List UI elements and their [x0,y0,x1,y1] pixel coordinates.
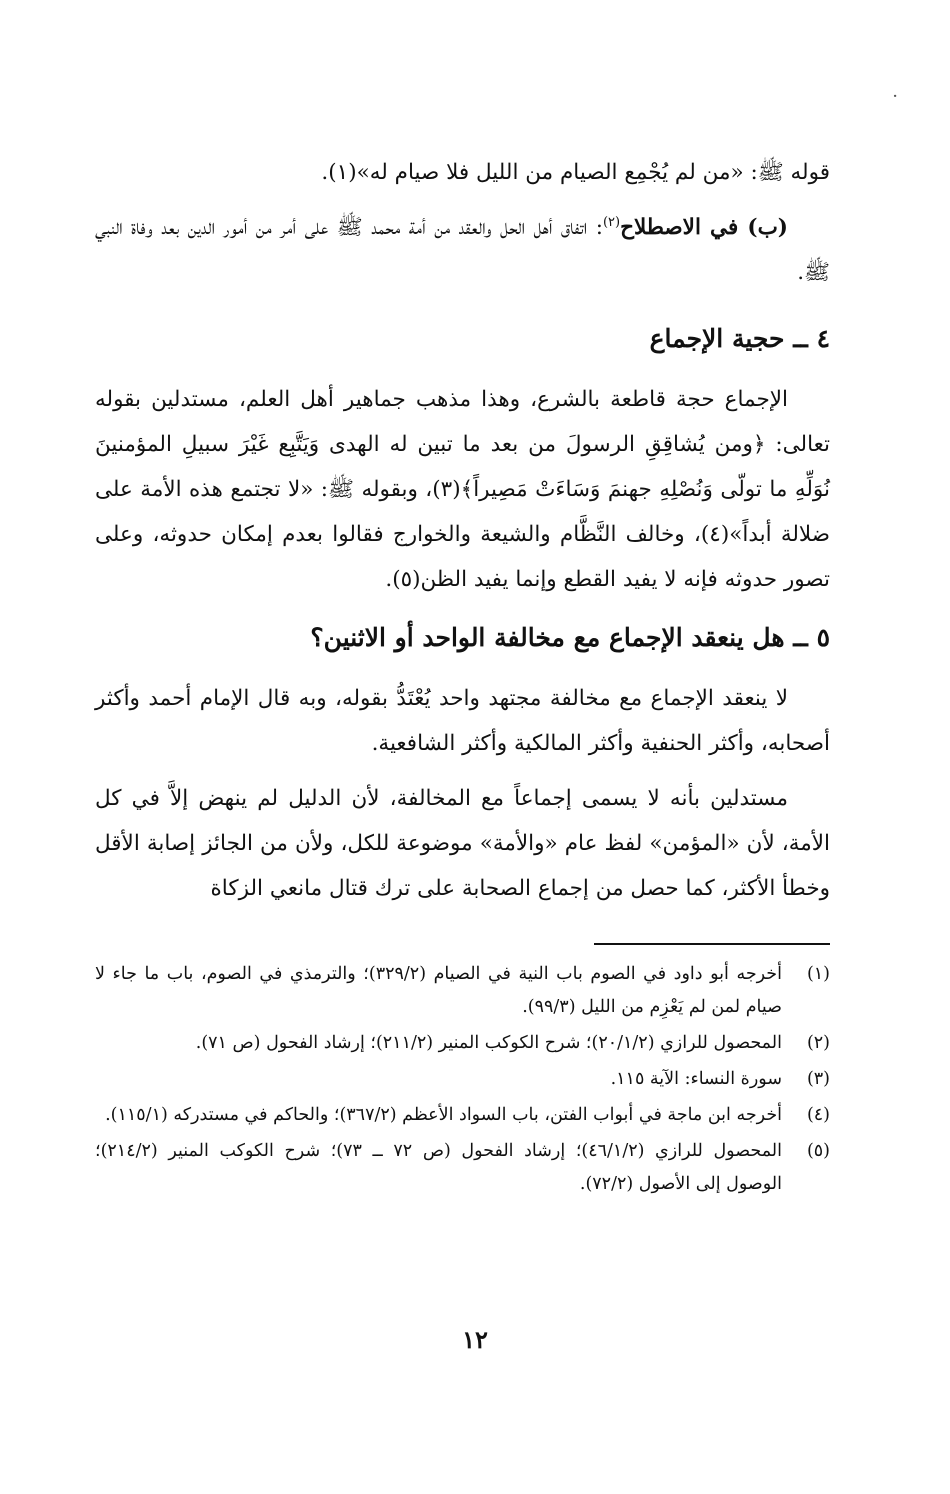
footnote-ref-2: (٢) [602,214,621,230]
section-heading-5: ٥ ــ هل ينعقد الإجماع مع مخالفة الواحد أو الاثنين؟ [310,623,830,652]
footnote [95,958,830,1024]
footnote-number: (٢) [806,1033,830,1053]
definition-text: : اتفاق أهل الحل والعقد من أمة محمد ﷺ على أمر من أمور الدين بعد وفاة النبي ﷺ. [95,215,830,285]
definition-label: (ب) في الاصطلاح [620,215,788,240]
footnote-text: المحصول للرازي (٤٦/١/٢)؛ إرشاد الفحول (ص ٧٢ ــ ٧٣)؛ شرح الكوكب المنير (٢١٤/٢)؛ الوصول إلى الأصول (٧٢/٢). [95,1141,782,1194]
main-text [95,150,830,921]
footnotes [95,958,830,1204]
page-number: ١٢ [462,1325,488,1354]
footnote-number: (٤) [806,1105,830,1125]
footnote [95,1063,830,1096]
footnote-number: (١) [806,964,830,984]
paragraph-dissent: لا ينعقد الإجماع مع مخالفة مجتهد واحد يُعْتَدُّ بقوله، وبه قال الإمام أحمد وأكثر أصحابه، وأكثر الحنفية وأكثر المالكية وأكثر الشافعية. [95,686,830,756]
footnote-number: (٣) [806,1069,830,1089]
paragraph-evidence: مستدلين بأنه لا يسمى إجماعاً مع المخالفة، لأن الدليل لم ينهض إلاَّ في كل الأمة، لأن «المؤمن» لفظ عام «والأمة» موضوعة للكل، ولأن من الجائز إصابة الأقل وخطأ الأكثر، كما حصل من إجماع الصحابة على ترك قتال مانعي الزكاة [95,786,830,901]
footnote-text: أخرجه أبو داود في الصوم باب النية في الصيام (٣٢٩/٢)؛ والترمذي في الصوم، باب ما جاء لا صيام لمن لم يَعْزِم من الليل (٩٩/٣). [95,964,782,1017]
corner-mark: · [892,86,898,107]
paragraph-definition [95,205,830,295]
footnote-text: أخرجه ابن ماجة في أبواب الفتن، باب السواد الأعظم (٣٦٧/٢)؛ والحاكم في مستدركه (١١٥/١). [105,1105,782,1125]
footnote-text: سورة النساء: الآية ١١٥. [610,1069,782,1089]
paragraph-authority: الإجماع حجة قاطعة بالشرع، وهذا مذهب جماهير أهل العلم، مستدلين بقوله تعالى: ﴿ومن يُشاقِقِ الرسولَ من بعد ما تبين له الهدى وَيَتَّبِع غَيْرَ سبيلِ المؤمنينَ نُوَلِّهِ ما تولّى وَنُصْلِهِ جهنمَ وَسَاءَتْ مَصِيراً﴾(٣)، وبقوله ﷺ: «لا تجتمع هذه الأمة على ضلالة أبداً»(٤)، وخالف النَّظَّام والشيعة والخوارج فقالوا بعدم إمكان حدوثه، وعلى تصور حدوثه فإنه لا يفيد القطع وإنما يفيد الظن(٥). [95,387,830,592]
paragraph-hadith-quote: قوله ﷺ: «من لم يُجْمِع الصيام من الليل فلا صيام له»(١). [321,160,830,185]
footnote-number: (٥) [806,1141,830,1161]
footnote [95,1099,830,1132]
footnote-divider [594,943,830,945]
footnote [95,1135,830,1201]
footnote-text: المحصول للرازي (٢٠/١/٢)؛ شرح الكوكب المنير (٢١١/٢)؛ إرشاد الفحول (ص ٧١). [195,1033,782,1053]
footnote [95,1027,830,1060]
section-heading-4: ٤ ــ حجية الإجماع [649,324,830,353]
